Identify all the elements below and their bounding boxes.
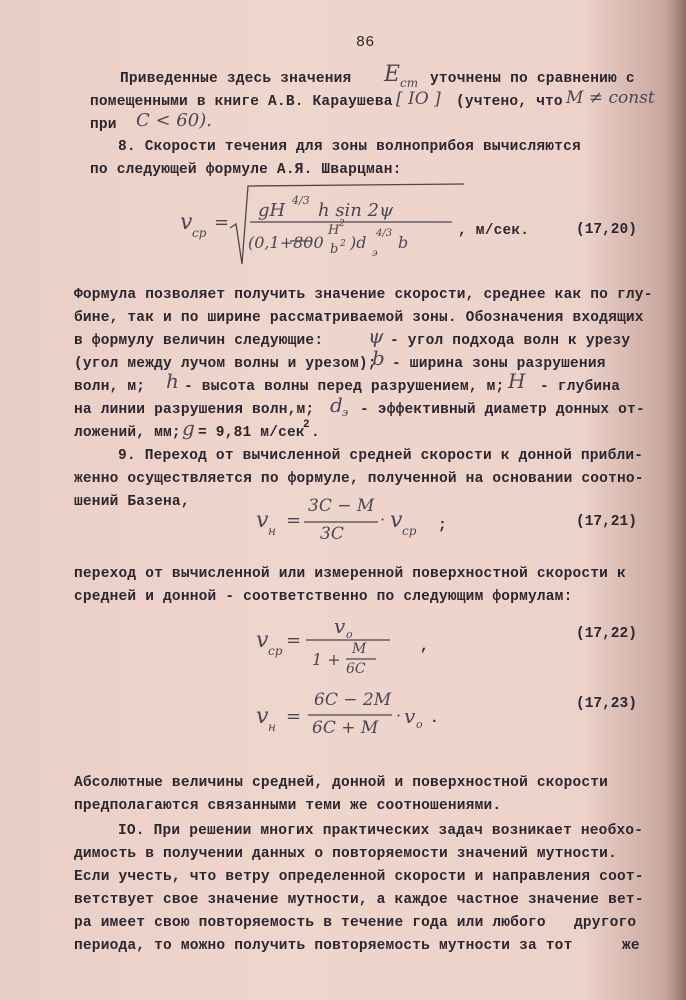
eq3-den-frac-num: M [352, 641, 367, 657]
p6-line1: Абсолютные величины средней, донной и поверхностной скорости [74, 775, 609, 791]
p1-line2-text-b: (учтено, что [456, 94, 563, 110]
eq3-den-frac-den: 6C [346, 661, 366, 677]
p3-symbol-b: b [372, 346, 385, 370]
p3-symbol-g: g [182, 416, 195, 440]
p1-symbol-E: E [384, 62, 401, 87]
p1-reference: [ IO ] [396, 89, 441, 109]
eq1-num-exponent: 4/3 [292, 194, 310, 207]
eq4-lhs: v [256, 704, 269, 729]
p1-line1-text-a: Приведенные здесь значения [120, 71, 352, 87]
p7-line6-b: же [622, 938, 640, 954]
p3-line4-a: (угол между лучом волны и урезом); [74, 356, 377, 372]
eq4-period: . [430, 711, 439, 727]
eq1-sqrt-and-fraction-lines [228, 180, 468, 270]
p7-line5-b: другого [574, 915, 637, 931]
eq2-denominator: 3C [320, 524, 344, 544]
eq4-lhs-subscript: н [268, 720, 276, 734]
eq3-comma: , [420, 639, 429, 655]
eq4-rhs-subscript: o [416, 718, 423, 731]
p3-symbol-d: d [330, 393, 343, 417]
p4-line2: женно осуществляется по формуле, полученной на основании соотно- [74, 471, 644, 487]
eq1-num-gH: gH [258, 200, 286, 221]
eq1-den-b-part: )d [350, 233, 367, 252]
eq4-equals: = [286, 706, 302, 727]
eq1-unit: , м/сек. [458, 223, 530, 239]
p7-line6-a: периода, то можно получить повторяемость мутности за тот [74, 938, 573, 954]
eq2-numerator: 3C − M [308, 496, 375, 516]
p3-line7-superscript: 2 [303, 419, 310, 431]
eq1-den-frac-num-H: H [328, 223, 340, 238]
p3-line5-a: волн, м; [74, 379, 146, 395]
p3-line7-period: . [311, 425, 320, 441]
p3-line1: Формула позволяет получить значение скорости, среднее как по глу- [74, 287, 653, 303]
eq3-number: (17,22) [576, 626, 637, 642]
p2-line1: 8. Скорости течения для зоны волноприбоя вычисляются [118, 139, 581, 155]
p7-line1: IO. При решении многих практических задач возникает необхо- [118, 823, 644, 839]
p3-line4-b: - ширина зоны разрушения [392, 356, 606, 372]
eq1-den-frac-den-b: b [330, 242, 339, 257]
p3-line5-c: - глубина [540, 379, 621, 395]
eq4-numerator: 6C − 2M [314, 690, 392, 710]
eq3-lhs: v [256, 628, 269, 653]
eq2-lhs: v [256, 508, 269, 533]
p3-line2: бине, так и по ширине рассматриваемой зоны. Обозначения входящих [74, 310, 644, 326]
eq1-lhs: v [180, 210, 193, 235]
p3-symbol-H: H [508, 369, 526, 393]
p3-line6-a: на линии разрушения волн,м; [74, 402, 315, 418]
eq1-den-b: b [398, 233, 409, 252]
eq2-dot: · [380, 510, 386, 529]
p3-line7-b: = 9,81 м/сек [198, 425, 305, 441]
eq1-den-subscript: э [372, 248, 378, 259]
eq1-den-frac-num-exp: 2 [339, 219, 345, 229]
p3-line3-a: в формулу величин следующие: [74, 333, 324, 349]
p1-symbol-E-subscript: cm [400, 76, 419, 90]
p7-line4: ветствует свое значение мутности, а каждое частное значение вет- [74, 892, 644, 908]
p3-symbol-h: h [166, 369, 179, 393]
eq4-fraction-line [308, 713, 398, 717]
eq1-den-exponent: 4/3 [376, 228, 393, 239]
eq1-number: (17,20) [576, 222, 637, 238]
eq1-equals: = [214, 212, 230, 233]
p7-line2: димость в получении данных о повторяемости значений мутности. [74, 846, 617, 862]
p7-line5-a: ра имеет свою повторяемость в течение года или любого [74, 915, 546, 931]
p4-line3: шений Базена, [74, 494, 190, 510]
eq2-lhs-subscript: н [268, 524, 276, 538]
eq2-rhs-subscript: cp [402, 524, 417, 538]
p1-line1-text-b: уточнены по сравнению с [430, 71, 635, 87]
p4-line1: 9. Переход от вычисленной средней скорости к донной прибли- [118, 448, 644, 464]
eq1-lhs-subscript: cp [192, 226, 207, 240]
eq4-dot: · [396, 706, 402, 725]
p1-line3-text-a: при [90, 117, 117, 133]
p6-line2: предполагаются связанными теми же соотношениями. [74, 798, 502, 814]
p2-line2: по следующей формуле А.Я. Шварцман: [90, 162, 402, 178]
p3-line3-b: - угол подхода волн к урезу [390, 333, 631, 349]
p3-line5-b: - высота волны перед разрушением, м; [184, 379, 505, 395]
eq2-number: (17,21) [576, 514, 637, 530]
eq3-numerator-subscript: o [346, 628, 353, 641]
eq1-den-a: (0,1+800 [248, 233, 324, 252]
eq2-rhs: v [390, 508, 403, 533]
p7-line3: Если учесть, что ветру определенной скорости и направления соот- [74, 869, 644, 885]
p3-line6-b: - эффективный диаметр донных от- [360, 402, 645, 418]
page-number: 86 [356, 34, 375, 51]
eq3-den-a: 1 + [312, 650, 341, 669]
p1-condition-M: M ≠ const [566, 88, 655, 108]
eq2-equals: = [286, 510, 302, 531]
p3-symbol-d-subscript: э [342, 406, 349, 419]
eq1-den-frac-den-exp: 2 [340, 239, 346, 249]
eq2-semicolon: ; [438, 518, 447, 534]
p5-line2: средней и донной - соответственно по следующим формулам: [74, 589, 573, 605]
eq3-equals: = [286, 630, 302, 651]
p1-line2-text-a: помещенными в книге А.В. Караушева [90, 94, 393, 110]
eq4-number: (17,23) [576, 696, 637, 712]
p1-condition-C: C < 60). [136, 110, 212, 131]
eq4-rhs: v [404, 704, 416, 728]
p3-line7-a: ложений, мм; [74, 425, 181, 441]
eq4-denominator: 6C + M [312, 718, 379, 738]
p3-symbol-psi: ψ [368, 324, 384, 348]
p5-line1: переход от вычисленной или измеренной поверхностной скорости к [74, 566, 626, 582]
eq3-lhs-subscript: cp [268, 644, 283, 658]
eq2-fraction-line [304, 520, 384, 524]
eq3-numerator: v [334, 614, 346, 638]
eq1-num-h-sin: h sin 2ψ [318, 200, 394, 221]
